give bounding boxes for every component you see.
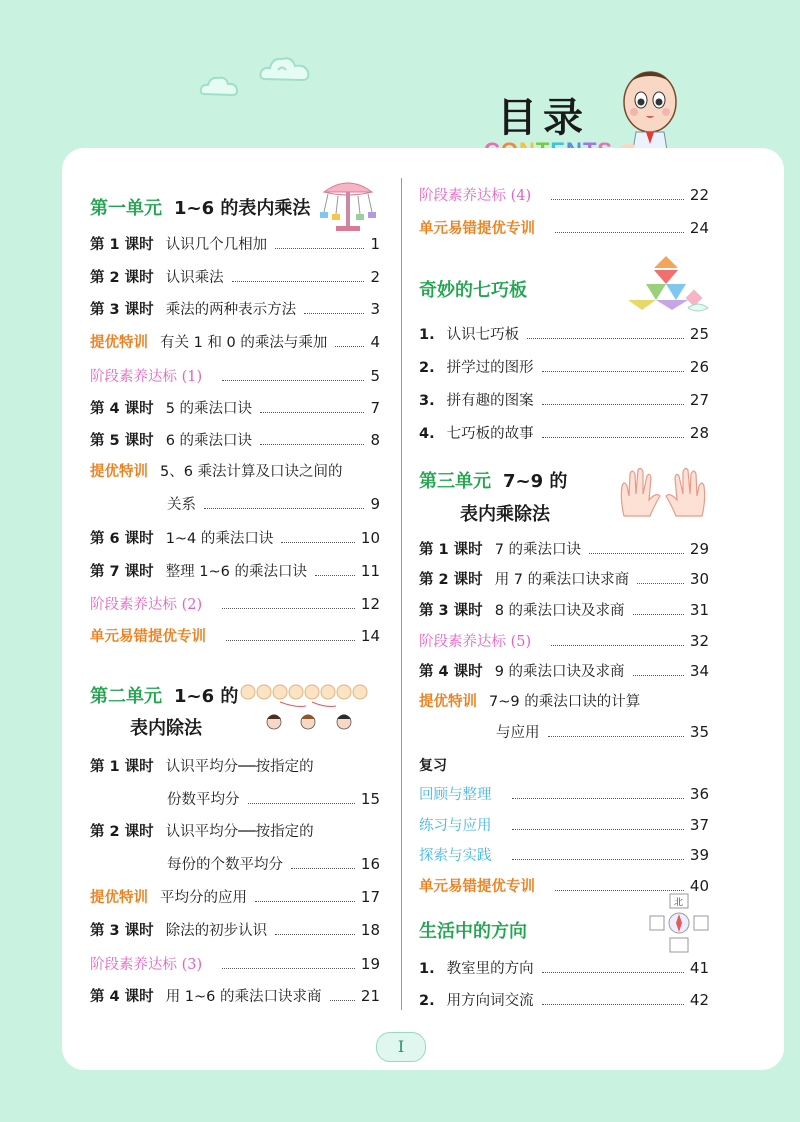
dot-leader [555, 890, 684, 891]
list-item[interactable]: 1. 认识七巧板 25 [419, 325, 709, 343]
list-item[interactable]: 第 2 课时 用 7 的乘法口诀求商 30 [419, 570, 709, 588]
list-item-continuation[interactable]: 关系 9 [167, 495, 380, 513]
dot-leader [551, 645, 684, 646]
list-item[interactable]: 阶段素养达标 (5) 32 [419, 632, 709, 650]
list-item[interactable]: 探索与实践 39 [419, 846, 709, 864]
dot-leader [542, 1004, 684, 1005]
unit3-heading: 第三单元 7~9 的 [419, 471, 568, 492]
unit2-heading: 第二单元 1~6 的 [90, 686, 239, 707]
list-item[interactable]: 2. 拼学过的图形 26 [419, 358, 709, 376]
list-item[interactable]: 第 4 课时 5 的乘法口诀 7 [90, 399, 380, 417]
tangram-illustration [626, 254, 710, 314]
list-item[interactable]: 阶段素养达标 (2) 12 [90, 595, 380, 613]
dot-leader [555, 232, 684, 233]
compass-north-label: 北 [674, 898, 684, 908]
list-item[interactable]: 4. 七巧板的故事 28 [419, 424, 709, 442]
dot-leader [633, 614, 684, 615]
dot-leader [260, 444, 364, 445]
list-item[interactable]: 2. 用方向词交流 42 [419, 991, 709, 1009]
list-item[interactable]: 提优特训 7~9 的乘法口诀的计算 [419, 694, 641, 710]
unit1-heading: 第一单元 1~6 的表内乘法 [90, 198, 311, 219]
list-item[interactable]: 提优特训 有关 1 和 0 的乘法与乘加 4 [90, 333, 380, 351]
list-item[interactable]: 提优特训 5、6 乘法计算及口诀之间的 [90, 464, 343, 480]
dot-leader [527, 338, 684, 339]
list-item[interactable]: 单元易错提优专训 14 [90, 627, 380, 645]
list-item[interactable]: 第 4 课时 9 的乘法口诀及求商 34 [419, 662, 709, 680]
list-item[interactable]: 提优特训 平均分的应用 17 [90, 888, 380, 906]
list-item[interactable]: 第 2 课时 认识平均分──按指定的 [90, 824, 314, 840]
list-item[interactable]: 第 6 课时 1~4 的乘法口诀 10 [90, 529, 380, 547]
list-item[interactable]: 单元易错提优专训 24 [419, 219, 709, 237]
dot-leader [255, 901, 355, 902]
cloud-decoration-right [258, 52, 314, 86]
dot-leader [542, 371, 684, 372]
dot-leader [512, 859, 684, 860]
dot-leader [204, 508, 364, 509]
dot-leader [512, 829, 684, 830]
dot-leader [542, 437, 684, 438]
cloud-decoration-left [198, 72, 242, 100]
list-item[interactable]: 第 2 课时 认识乘法 2 [90, 268, 380, 286]
carousel-illustration [318, 176, 378, 232]
dot-leader [260, 412, 364, 413]
dot-leader [637, 583, 684, 584]
list-item[interactable]: 第 1 课时 认识几个几相加 1 [90, 235, 380, 253]
dot-leader [222, 380, 364, 381]
dot-leader [548, 736, 684, 737]
tangram-heading: 奇妙的七巧板 [419, 280, 527, 301]
dot-leader [542, 972, 684, 973]
list-item[interactable]: 第 3 课时 8 的乘法口诀及求商 31 [419, 601, 709, 619]
list-item-continuation[interactable]: 每份的个数平均分 16 [167, 855, 380, 873]
unit2-heading-line2: 表内除法 [130, 718, 202, 739]
compass-illustration [648, 892, 710, 954]
list-item[interactable]: 1. 教室里的方向 41 [419, 959, 709, 977]
list-item[interactable]: 阶段素养达标 (4) 22 [419, 186, 709, 204]
dot-leader [589, 553, 684, 554]
list-item[interactable]: 回顾与整理 36 [419, 785, 709, 803]
dot-leader [232, 281, 365, 282]
list-item[interactable]: 练习与应用 37 [419, 816, 709, 834]
dot-leader [226, 640, 355, 641]
dot-leader [315, 575, 355, 576]
page-title: 目录 [497, 95, 589, 141]
list-item[interactable]: 第 1 课时 7 的乘法口诀 29 [419, 540, 709, 558]
list-item[interactable]: 第 3 课时 乘法的两种表示方法 3 [90, 300, 380, 318]
review-heading: 复习 [419, 758, 447, 774]
dot-leader [633, 675, 684, 676]
list-item[interactable]: 第 4 课时 用 1~6 的乘法口诀求商 21 [90, 987, 380, 1005]
list-item[interactable]: 第 7 课时 整理 1~6 的乘法口诀 11 [90, 562, 380, 580]
dot-leader [512, 798, 684, 799]
list-item[interactable]: 第 1 课时 认识平均分──按指定的 [90, 759, 314, 775]
dot-leader [275, 934, 355, 935]
dot-leader [330, 1000, 355, 1001]
list-item[interactable]: 阶段素养达标 (3) 19 [90, 955, 380, 973]
dot-leader [281, 542, 355, 543]
dot-leader [248, 803, 355, 804]
dot-leader [542, 404, 684, 405]
dot-leader [291, 868, 355, 869]
list-item[interactable]: 3. 拼有趣的图案 27 [419, 391, 709, 409]
list-item[interactable]: 第 5 课时 6 的乘法口诀 8 [90, 431, 380, 449]
list-item[interactable]: 第 3 课时 除法的初步认识 18 [90, 921, 380, 939]
dot-leader [275, 248, 364, 249]
list-item-continuation[interactable]: 与应用 35 [496, 723, 709, 741]
column-divider [401, 178, 402, 1010]
cookies-kids-illustration [240, 684, 380, 734]
dot-leader [551, 199, 684, 200]
hands-illustration [616, 466, 710, 520]
dot-leader [222, 608, 355, 609]
list-item[interactable]: 单元易错提优专训 40 [419, 877, 709, 895]
dot-leader [335, 346, 364, 347]
page-number: I [376, 1032, 426, 1062]
unit3-heading-line2: 表内乘除法 [460, 504, 550, 525]
direction-heading: 生活中的方向 [419, 921, 527, 942]
list-item-continuation[interactable]: 份数平均分 15 [167, 790, 380, 808]
list-item[interactable]: 阶段素养达标 (1) 5 [90, 367, 380, 385]
dot-leader [304, 313, 364, 314]
dot-leader [222, 968, 355, 969]
